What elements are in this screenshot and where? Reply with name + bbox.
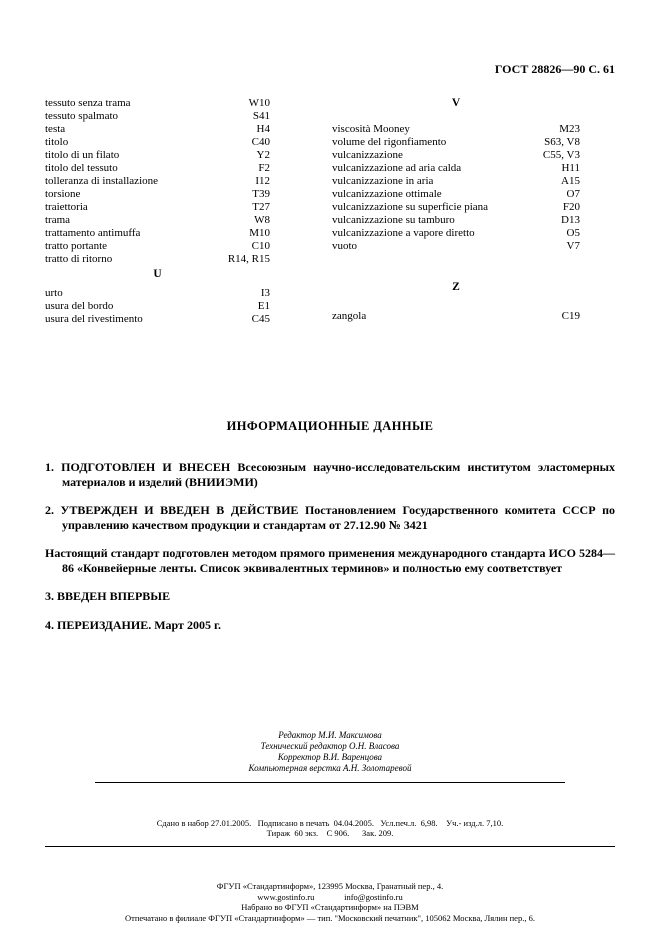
index-code: W10 [248,97,270,109]
publisher-block [45,850,615,924]
index-code: F2 [258,162,270,174]
section-letter-z: Z [452,281,460,293]
index-term: vulcanizzazione ad aria calda [332,162,462,174]
index-term: vuoto [332,240,358,252]
index-term: usura del rivestimento [45,313,143,325]
index-entry [45,201,270,214]
index-list-u [45,287,270,326]
index-code: T39 [252,188,270,200]
index-code: F20 [562,201,580,213]
index-term: trama [45,214,71,226]
credit-line: Компьютерная верстка А.Н. Золотаревой [248,763,412,773]
index-term: titolo [45,136,69,148]
credits-block [45,730,615,774]
info-item-paragraph: 3. ВВЕДЕН ВПЕРВЫЕ [45,589,171,603]
publisher-line: Отпечатано в филиале ФГУП «Стандартинформ» — тип. "Московский печатник", 105062 Москва, Лялин пер., 6. [125,912,535,923]
index-code: W8 [254,214,270,226]
index-entry [332,162,580,175]
index-term: tessuto spalmato [45,110,119,122]
divider-rule-top [95,782,565,783]
index-term: vulcanizzazione a vapore diretto [332,227,475,239]
index-entry [45,214,270,227]
index-entry [45,149,270,162]
index-code: I12 [255,175,270,187]
index-entry [45,123,270,136]
index-code: S63, V8 [544,136,580,148]
index-list-v [332,123,580,253]
index-term: vulcanizzazione su tamburo [332,214,455,226]
index-column-left [45,97,270,326]
index-code: O5 [566,227,580,239]
index-entry [45,97,270,110]
index-code: C10 [251,240,270,252]
index-code: R14, R15 [227,253,270,265]
index-term: tratto portante [45,240,108,252]
index-entry [45,162,270,175]
index-entry [332,123,580,136]
index-term: vulcanizzazione ottimale [332,188,442,200]
index-entry [332,188,580,201]
index-list-z [332,310,580,323]
index-entry [45,287,270,300]
index-code: C40 [251,136,270,148]
index-code: H4 [256,123,270,135]
index-code: T27 [252,201,270,213]
index-entry [45,175,270,188]
index-term: volume del rigonfiamento [332,136,447,148]
index-term: testa [45,123,66,135]
index-entry [332,136,580,149]
index-term: zangola [332,310,367,322]
index-entry [332,149,580,162]
index-entry [332,175,580,188]
index-code: E1 [257,300,270,312]
section-letter-v: V [451,97,461,109]
publisher-line: Набрано во ФГУП «Стандартинформ» на ПЭВМ [241,902,419,912]
index-list-t [45,97,270,266]
index-code: C55, V3 [542,149,580,161]
info-section-title: ИНФОРМАЦИОННЫЕ ДАННЫЕ [226,419,434,433]
index-term: vulcanizzazione in aria [332,175,434,187]
index-term: vulcanizzazione [332,149,403,161]
index-code: V7 [566,240,580,252]
index-entry [45,188,270,201]
index-code: M10 [249,227,270,239]
index-entry [45,227,270,240]
print-info-line: Тираж 60 экз. С 906. Зак. 209. [266,828,394,838]
publisher-line: www.gostinfo.ru info@gostinfo.ru [257,891,403,902]
print-info-line: Сдано в набор 27.01.2005. Подписано в печать 04.04.2005. Усл.печ.л. 6,98. Уч.- изд.л. 7,10. [156,817,504,828]
index-term: titolo del tessuto [45,162,118,174]
terminology-index [45,97,615,326]
index-code: D13 [561,214,580,226]
index-term: trattamento antimuffa [45,227,141,239]
page-header-doc-ref: ГОСТ 28826—90 С. 61 [494,62,615,76]
credit-line: Технический редактор О.Н. Власова [260,741,400,751]
index-code: I3 [260,287,270,299]
index-code: C45 [251,313,270,325]
publisher-line: ФГУП «Стандартинформ», 123995 Москва, Гранатный пер., 4. [216,881,444,891]
credit-line: Редактор М.И. Максимова [278,730,382,740]
divider-rule-bottom [45,846,615,847]
index-column-right [332,97,580,326]
index-code: S41 [252,110,270,122]
index-term: urto [45,287,63,299]
index-term: usura del bordo [45,300,114,312]
index-term: vulcanizzazione su superficie piana [332,201,489,213]
index-entry [332,227,580,240]
index-entry [45,253,270,266]
index-term: torsione [45,188,81,200]
index-code: C19 [561,310,580,322]
index-term: tessuto senza trama [45,97,131,109]
index-term: titolo di un filato [45,149,120,161]
index-entry [332,310,580,323]
index-entry [45,313,270,326]
index-term: viscosità Mooney [332,123,410,135]
index-code: A15 [561,175,580,187]
index-term: traiettoria [45,201,88,213]
index-term: tratto di ritorno [45,253,113,265]
index-entry [45,300,270,313]
index-entry [45,240,270,253]
index-entry [332,201,580,214]
credit-line: Корректор В.И. Варенцова [277,752,383,762]
info-item-paragraph: 4. ПЕРЕИЗДАНИЕ. Март 2005 г. [45,617,222,632]
info-item-paragraph: 1. ПОДГОТОВЛЕН И ВНЕСЕН Всесоюзным научно-исследовательским институтом эластомерных материалов и изделий (ВНИИЭМИ) [45,460,615,489]
index-code: M23 [559,123,580,135]
index-entry [45,110,270,123]
info-item-paragraph: Настоящий стандарт подготовлен методом прямого применения международного стандарта ИСО 5284—86 «Конвейерные ленты. Список эквивалентных терминов» и полностью ему соответствует [45,546,615,575]
index-entry [332,240,580,253]
index-code: O7 [566,188,580,200]
info-items-list [45,460,615,632]
print-info-block [45,786,615,839]
index-code: H11 [561,162,580,174]
index-entry [332,214,580,227]
index-code: Y2 [256,149,270,161]
info-item-paragraph: 2. УТВЕРЖДЕН И ВВЕДЕН В ДЕЙСТВИЕ Постановлением Государственного комитета СССР по управлению качеством продукции и стандартам от 27.12.90 № 3421 [45,503,615,532]
index-entry [45,136,270,149]
index-term: tolleranza di installazione [45,175,159,187]
section-letter-u: U [153,268,162,280]
